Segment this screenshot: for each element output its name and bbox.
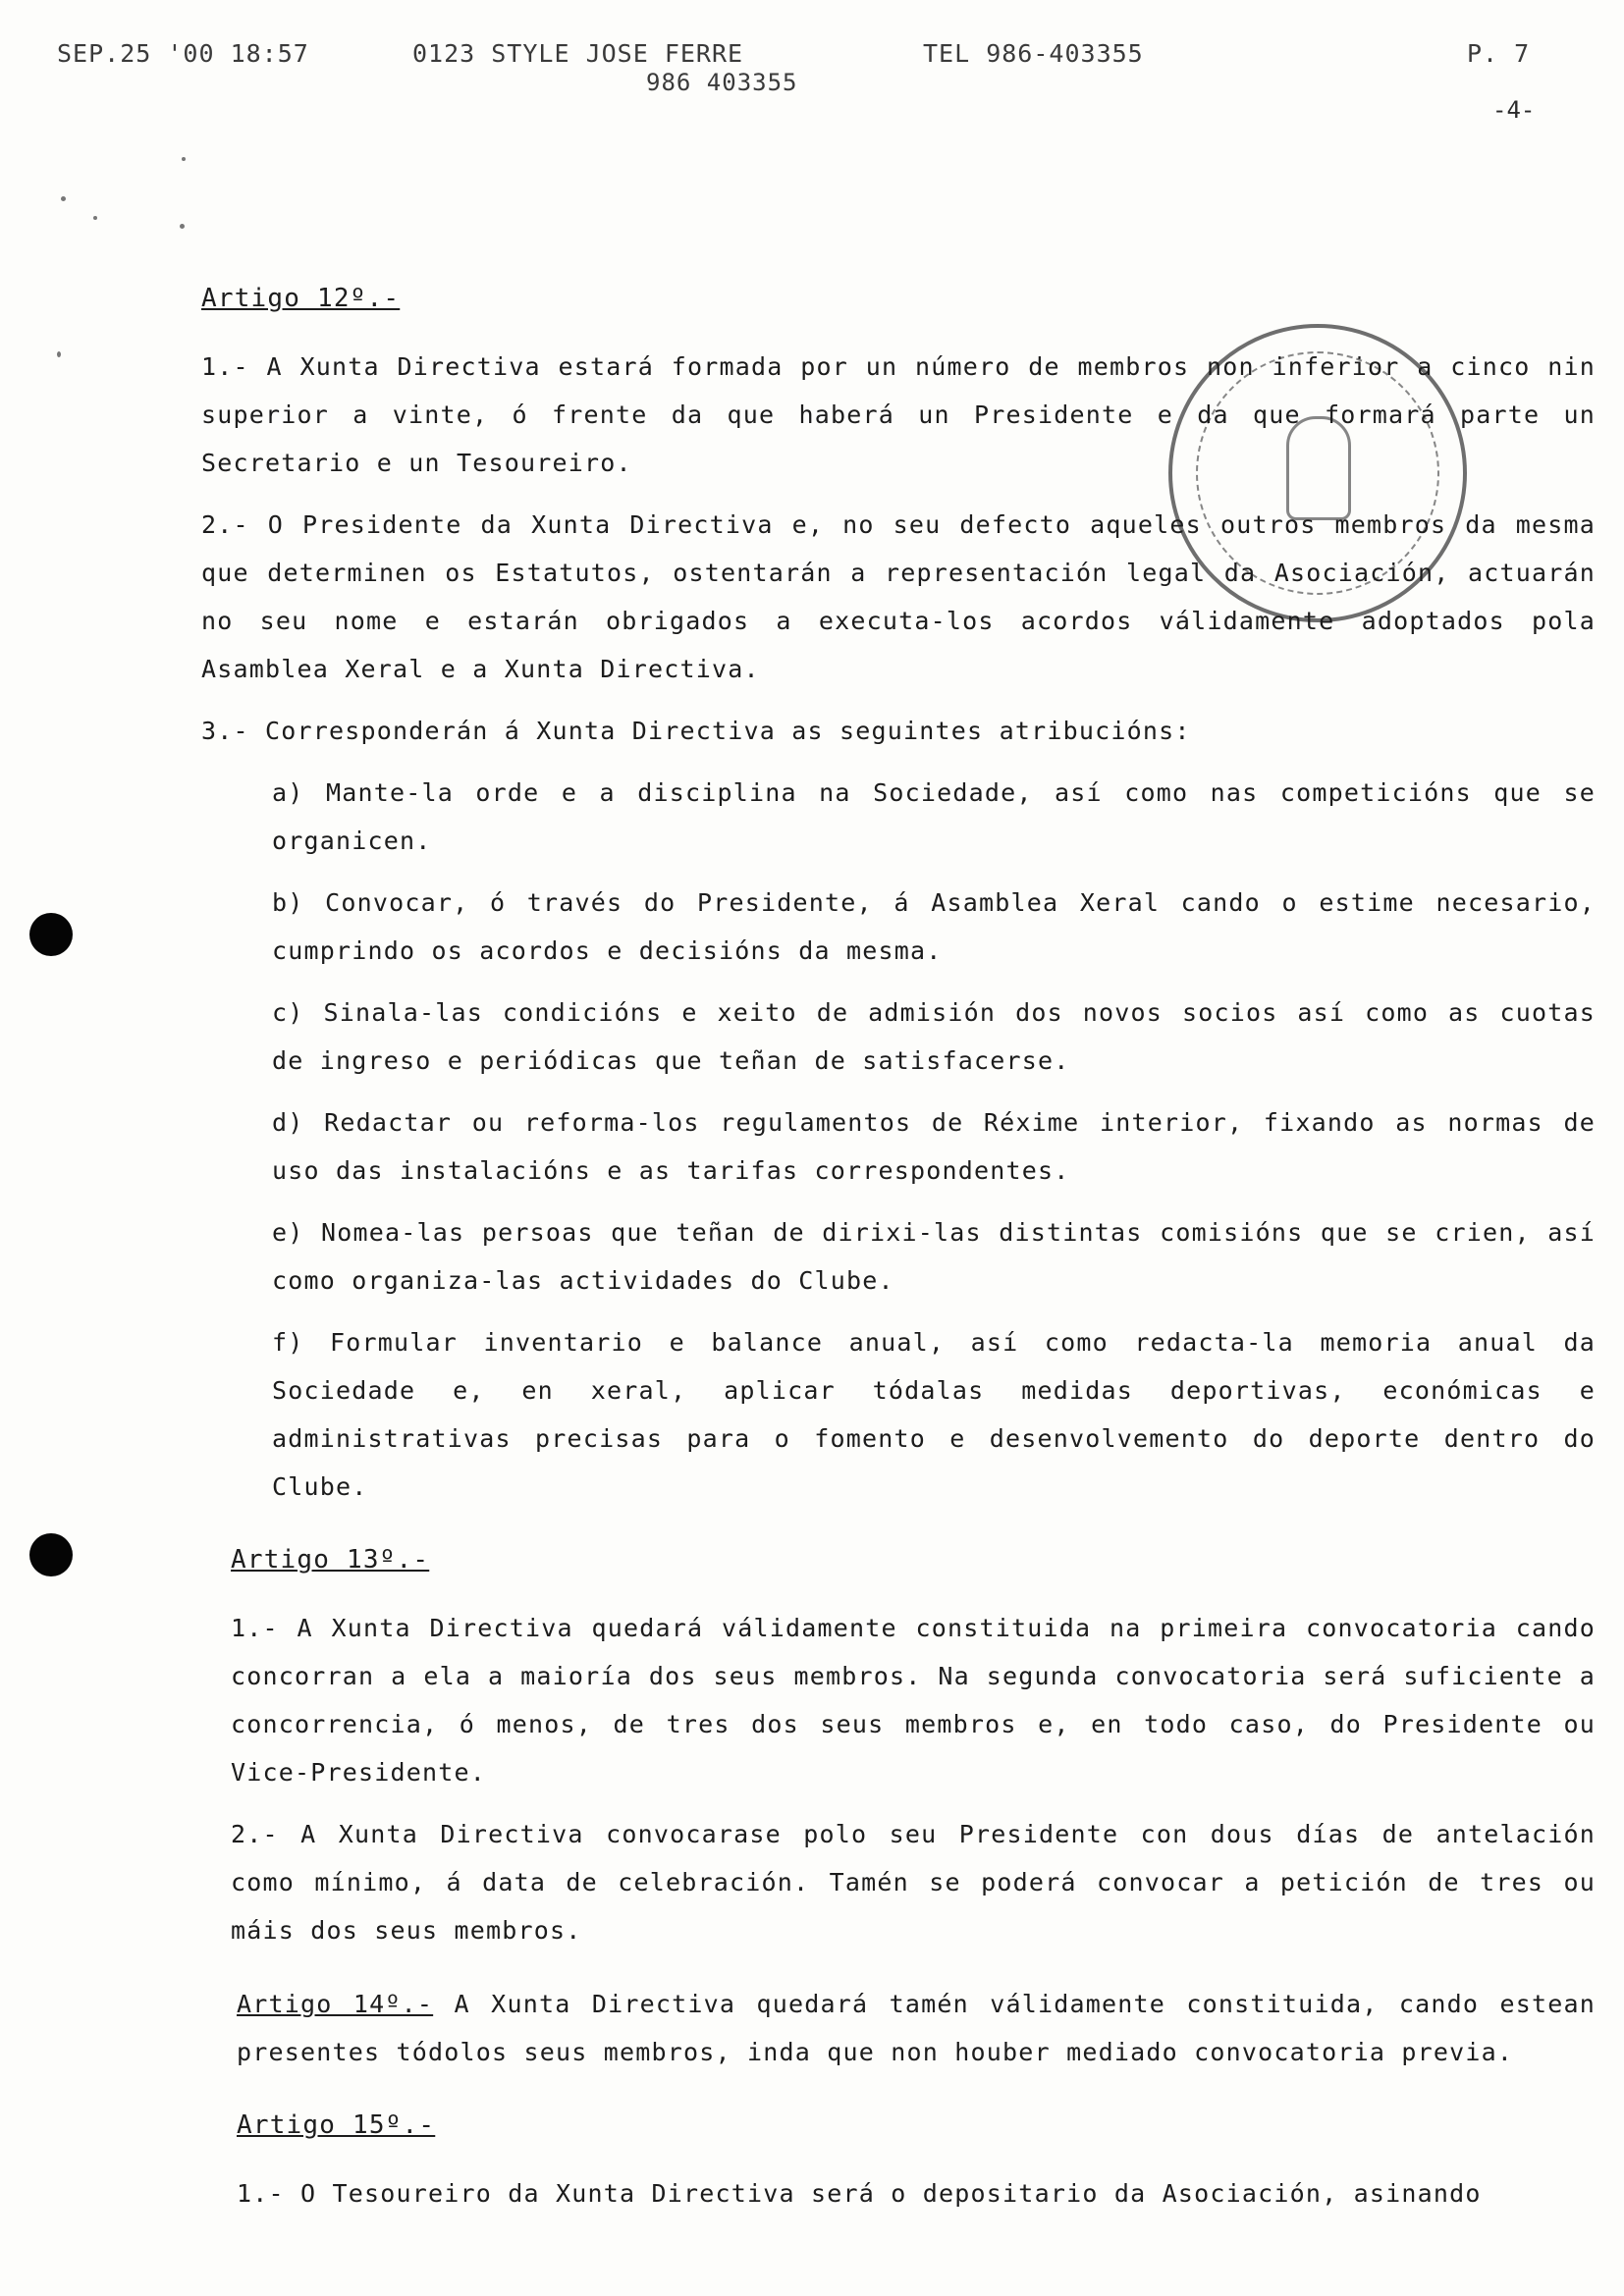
list-item: d) Redactar ou reforma-los regulamentos de Réxime interior, fixando as normas de uso das instalacións e as tarifas correspondentes. [272, 1108, 1596, 1185]
fax-date: SEP.25 '00 18:57 [57, 39, 309, 68]
article-14 [237, 1980, 1596, 2076]
speck [182, 157, 186, 161]
punch-hole-icon [29, 913, 73, 956]
paragraph: 1.- A Xunta Directiva quedará válidamente constituida na primeira convocatoria cando concorran a ela a maioría dos seus membros. Na segunda convocatoria será suficiente a concorrencia, ó menos, de tres dos seus membros e, en todo caso, do Presidente ou Vice-Presidente. [231, 1614, 1596, 1787]
article-heading: Artigo 15º.- [237, 2110, 436, 2140]
article-heading: Artigo 14º.- [237, 1990, 434, 2018]
paragraph: 1.- A Xunta Directiva estará formada por un número de membros non inferior a cinco nin superior a vinte, ó frente da que haberá un Presidente e da que formará parte un Secretario e un Tesoureiro. [201, 352, 1596, 477]
article-13 [231, 1536, 1596, 1954]
article-heading: Artigo 13º.- [231, 1545, 430, 1575]
paragraph: 3.- Corresponderán á Xunta Directiva as seguintes atribucións: [201, 717, 1191, 745]
speck [180, 224, 185, 229]
list-item: f) Formular inventario e balance anual, así como redacta-la memoria anual da Sociedade e, en xeral, aplicar tódalas medidas deportivas, económicas e administrativas precisas para o fomento e desenvolvemento do deporte dentro do Clube. [272, 1328, 1596, 1501]
list-item: a) Mante-la orde e a disciplina na Sociedade, así como nas competicións que se organicen. [272, 778, 1596, 855]
list-item: b) Convocar, ó través do Presidente, á Asamblea Xeral cando o estime necesario, cumprindo os acordos e decisións da mesma. [272, 888, 1596, 965]
page-number: -4- [1492, 96, 1536, 124]
article-12 [201, 275, 1596, 1511]
paragraph: 1.- O Tesoureiro da Xunta Directiva será o depositario da Asociación, asinando [237, 2179, 1482, 2208]
fax-tel: TEL 986-403355 [923, 39, 1144, 68]
paragraph: 2.- O Presidente da Xunta Directiva e, no seu defecto aqueles outros membros da mesma que determinen os Estatutos, ostentarán a representación legal da Asociación, actuarán no seu nome e estarán obrigados a executa-los acordos válidamente adoptados pola Asamblea Xeral e a Xunta Directiva. [201, 510, 1596, 683]
document-body [201, 275, 1596, 2231]
article-text: A Xunta Directiva quedará tamén válidamente constituida, cando estean presentes tódolos seus membros, inda que non houber mediado convocatoria previa. [237, 1990, 1596, 2066]
punch-hole-icon [29, 1533, 73, 1576]
fax-header [57, 39, 1569, 98]
fax-page: P. 7 [1467, 39, 1531, 68]
list-item: e) Nomea-las persoas que teñan de dirixi-las distintas comisións que se crien, así como organiza-las actividades do Clube. [272, 1218, 1596, 1295]
list-item: c) Sinala-las condicións e xeito de admisión dos novos socios así como as cuotas de ingreso e periódicas que teñan de satisfacerse. [272, 998, 1596, 1075]
paragraph: 2.- A Xunta Directiva convocarase polo seu Presidente con dous días de antelación como mínimo, á data de celebración. Tamén se poderá convocar a petición de tres ou máis dos seus membros. [231, 1820, 1596, 1945]
fax-sender: 0123 STYLE JOSE FERRE [412, 39, 744, 68]
article-heading: Artigo 12º.- [201, 284, 401, 313]
speck [57, 351, 61, 357]
fax-sender-tel: 986 403355 [646, 69, 798, 96]
speck [61, 196, 66, 201]
speck [93, 216, 97, 220]
article-15 [237, 2102, 1596, 2217]
paragraph [237, 1980, 1596, 2076]
